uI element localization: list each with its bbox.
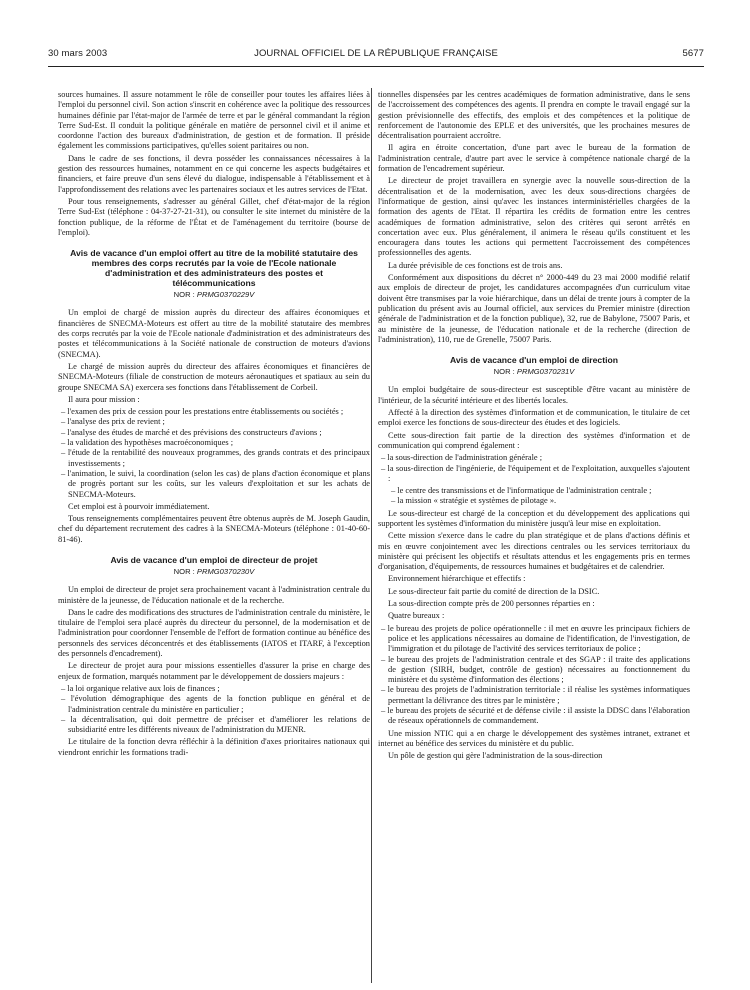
- list-item: – l'étude de la rentabilité des nouveaux programmes, des grands contrats et des principaux investissements ;: [61, 448, 370, 468]
- paragraph: Conformément aux dispositions du décret n° 2000-449 du 23 mai 2000 modifié relatif aux emplois de directeur de projet, les candidatures accompagnées d'un curriculum vitae doivent être transmises par la voie hiérarchique, dans un délai de trente jours à compter de la publication du présent avis au Journal officiel, aux services du Premier ministre (direction générale de l'administration et de la fonction publique), 32, rue de Babylone, 75007 Paris, et au ministère de la jeunesse, de l'éducation nationale et de la recherche (direction de l'administration), 110, rue de Grenelle, 75007 Paris.: [378, 273, 690, 344]
- notice-title-direction: Avis de vacance d'un emploi de direction: [450, 355, 618, 366]
- paragraph: sources humaines. Il assure notamment le rôle de conseiller pour toutes les affaires liées à l'emploi du personnel civil. Son action s'inscrit en cohérence avec la politique des ressources humaines définie par l'état-major de l'armée de terre et par le général commandant la région Terre Sud-Est. Il conduit la politique générale en matière de personnel civil et il anime et coordonne l'action des bureaux d'administration, de gestion et de formation. Il préside également les commissions participatives, qu'elles soient paritaires ou non.: [58, 90, 370, 151]
- list-item: – le bureau des projets de l'administration territoriale : il réalise les systèmes informatiques permettant la délivrance des titres par le ministère ;: [381, 685, 690, 705]
- paragraph: Un emploi de directeur de projet sera prochainement vacant à l'administration centrale du ministère de la jeunesse, de l'éducation nationale et de la recherche.: [58, 585, 370, 605]
- list-item: – l'analyse des études de marché et des prévisions des constructeurs d'avions ;: [61, 427, 322, 437]
- paragraph: Le chargé de mission auprès du directeur des affaires économiques et financières de SNECMA-Moteurs (filiale de construction de moteurs aéronautiques et spatiaux au sein du groupe SNECMA SA) exercera ses fonctions dans l'établissement de Corbeil.: [58, 361, 370, 392]
- column-divider: [371, 88, 372, 983]
- page-header: [48, 48, 704, 64]
- header-journal-title: JOURNAL OFFICIEL DE LA RÉPUBLIQUE FRANÇAISE: [254, 48, 498, 59]
- right-column: [378, 90, 690, 985]
- nor-reference: [58, 290, 370, 300]
- list-item: – la validation des hypothèses macroéconomiques ;: [61, 438, 234, 448]
- paragraph: Un emploi de chargé de mission auprès du directeur des affaires économiques et financières de SNECMA-Moteurs est offert au titre de la mobilité statutaire des membres des corps recrutés par la voie de l'Ecole nationale d'administration et des administrateurs des postes et télécommunications à la Société nationale de construction de moteurs d'avions (SNECMA).: [58, 308, 370, 359]
- paragraph: Le directeur de projet travaillera en synergie avec la nouvelle sous-direction de la décentralisation et de la modernisation, avec les deux sous-directions chargées de l'informatique de gestion, ainsi qu'avec les instances interministérielles chargées de la formation des agents de l'Etat. Il répartira les crédits de formation entre les centres académiques de formation administrative, selon des critères qui seront arrêtés en concertation avec eux. Plus généralement, il animera le réseau qu'ils constituent et les encouragera dans toutes les actions qui permettent l'accroissement des compétences professionnelles des agents.: [378, 176, 690, 258]
- paragraph: Une mission NTIC qui a en charge le développement des systèmes intranet, extranet et internet au bénéfice des services du ministère et du public.: [378, 728, 690, 748]
- list-item: – le bureau des projets de sécurité et de défense civile : il assiste la DDSC dans l'élaboration de réseaux opérationnels de commandement.: [381, 706, 690, 726]
- subdirection-list: [378, 453, 690, 484]
- list-item: – le bureau des projets de l'administration centrale et des SGAP : il traite des applications de gestion (SIRH, budget, contrôle de gestion) nécessaires au fonctionnement du ministère et du système d'information des élections ;: [381, 654, 690, 685]
- paragraph: Le sous-directeur est chargé de la conception et du développement des applications qui supportent les systèmes d'information du ministère jusqu'à leur mise en exploitation.: [378, 508, 690, 528]
- left-column: [58, 90, 370, 985]
- paragraph: tionnelles dispensées par les centres académiques de formation administrative, dans le sens de l'accroissement des compétences des agents. Il prendra en compte le travail engagé sur la gestion prévisionnelle des effectifs, des emplois et des compétences et la politique de renforcement de l'autonomie des EPLE et des universités, que les prochaines mesures de décentralisation pourraient accroître.: [378, 90, 690, 141]
- paragraph: Le titulaire de la fonction devra réfléchir à la définition d'axes prioritaires nationaux qui viendront enrichir les formations tradi-: [58, 737, 370, 757]
- list-item: – l'analyse des prix de revient ;: [61, 417, 165, 427]
- bureaux-list: [378, 624, 690, 727]
- list-item: – la loi organique relative aux lois de finances ;: [61, 683, 220, 693]
- paragraph: Quatre bureaux :: [388, 611, 445, 621]
- header-date: 30 mars 2003: [48, 48, 108, 59]
- list-item: – l'animation, le suivi, la coordination (selon les cas) de plans d'action économique et plans de progrès portant sur les coûts, sur les valeurs d'exploitation et sur les achats de SNECMA-Moteurs.: [61, 468, 370, 499]
- paragraph: Un pôle de gestion qui gère l'administration de la sous-direction: [388, 751, 603, 761]
- paragraph: La sous-direction compte près de 200 personnes réparties en :: [388, 599, 595, 609]
- notice-title-mobilite: Avis de vacance d'un emploi offert au titre de la mobilité statutaire des membres des corps recrutés par la voie de l'Ecole nationale d'administration et des administrateurs des postes et télécommunications: [70, 248, 358, 289]
- nor-code: PRMG0370231V: [516, 367, 575, 377]
- paragraph: Affecté à la direction des systèmes d'information et de communication, le titulaire de cet emploi exerce les fonctions de sous-directeur des études et des logiciels.: [378, 408, 690, 428]
- paragraph: Tous renseignements complémentaires peuvent être obtenus auprès de M. Joseph Gaudin, chef du département recrutement des cadres à la SNECMA-Moteurs (téléphone : 01-40-60-81-46).: [58, 514, 370, 544]
- list-item: – le bureau des projets de police opérationnelle : il met en œuvre les principaux fichiers de police et les applications nécessaires au domaine de l'identification, de l'investigation, de l'immigration et du pilotage de l'activité des services territoriaux de police ;: [381, 623, 690, 654]
- list-item: – l'évolution démographique des agents de la fonction publique en général et de l'administration centrale du ministère en particulier ;: [61, 694, 370, 714]
- paragraph: Il agira en étroite concertation, d'une part avec le bureau de la formation de l'administration centrale, d'autre part avec le service à compétence nationale chargé de la formation de l'encadrement supérieur.: [378, 143, 690, 174]
- notice-title-directeur-projet: Avis de vacance d'un emploi de directeur de projet: [110, 554, 318, 565]
- nor-label: NOR :: [173, 290, 197, 300]
- paragraph: Le sous-directeur fait partie du comité de direction de la DSIC.: [388, 586, 600, 596]
- paragraph: Dans le cadre des modifications des structures de l'administration centrale du ministère, le titulaire de l'emploi sera placé auprès du directeur du personnel, de la modernisation et de l'administration pour coordonner l'ensemble de l'effort de formation continue au bénéfice des personnels des services déconcentrés et des établissements (IATOS et ITARF, à l'exception des personnels d'encadrement).: [58, 607, 370, 659]
- paragraph: La durée prévisible de ces fonctions est de trois ans.: [388, 260, 563, 270]
- list-item: – le centre des transmissions et de l'informatique de l'administration centrale ;: [391, 486, 652, 496]
- mission-list: [58, 407, 370, 500]
- nor-code: PRMG0370229V: [196, 290, 255, 300]
- nor-label: NOR :: [173, 566, 197, 576]
- nor-reference: [58, 567, 370, 577]
- paragraph: Il aura pour mission :: [68, 394, 140, 404]
- list-item: – l'examen des prix de cession pour les prestations entre établissements ou sociétés ;: [61, 407, 344, 417]
- list-item: – la sous-direction de l'ingénierie, de l'équipement et de l'exploitation, auxquelles s'ajoutent :: [381, 463, 690, 483]
- header-rule: [48, 66, 704, 67]
- dossier-list: [58, 684, 370, 735]
- paragraph: Cette sous-direction fait partie de la direction des systèmes d'information et de communication qui comprend également :: [378, 430, 690, 450]
- nor-label: NOR :: [493, 367, 517, 377]
- list-item: – la sous-direction de l'administration générale ;: [381, 453, 543, 463]
- paragraph: Cet emploi est à pourvoir immédiatement.: [68, 501, 210, 511]
- paragraph: Cette mission s'exerce dans le cadre du plan stratégique et de plans d'actions définis et mis en œuvre conjointement avec les directions centrales ou les services territoriaux du ministère qui précisent les objectifs et résultats attendus et les engagements pris en termes d'organisation, d'équipements, de ressources humaines et budgétaires et de calendrier.: [378, 531, 690, 572]
- nor-reference: [378, 367, 690, 377]
- list-item: – la mission « stratégie et systèmes de pilotage ».: [391, 496, 557, 506]
- nor-code: PRMG0370230V: [196, 566, 255, 576]
- paragraph: Un emploi budgétaire de sous-directeur est susceptible d'être vacant au ministère de l'intérieur, de la sécurité intérieure et des libertés locales.: [378, 385, 690, 405]
- header-page-number: 5677: [682, 48, 704, 59]
- paragraph: Dans le cadre de ses fonctions, il devra posséder les connaissances nécessaires à la gestion des ressources humaines, notamment en ce qui concerne les aspects budgétaires et financiers, et faire preuve d'un sens élevé du dialogue, indispensable à l'établissement et à l'approfondissement des relations avec les partenaires sociaux et les autres services de l'Etat.: [58, 153, 370, 194]
- subdirection-sublist: [378, 486, 690, 507]
- list-item: – la décentralisation, qui doit permettre de préciser et d'améliorer les relations de subsidiarité entre les différents niveaux de l'administration du MJENR.: [61, 714, 370, 735]
- paragraph: Pour tous renseignements, s'adresser au général Gillet, chef d'état-major de la région Terre Sud-Est (téléphone : 04-37-27-21-31), ou consulter le site internet du ministère de la fonction publique, de la réforme de l'État et de l'aménagement du territoire (bourse de l'emploi).: [58, 196, 370, 237]
- paragraph: Environnement hiérarchique et effectifs :: [388, 574, 526, 584]
- paragraph: Le directeur de projet aura pour missions essentielles d'assurer la prise en charge des enjeux de formation, marqués notamment par le développement de dossiers majeurs :: [58, 661, 370, 681]
